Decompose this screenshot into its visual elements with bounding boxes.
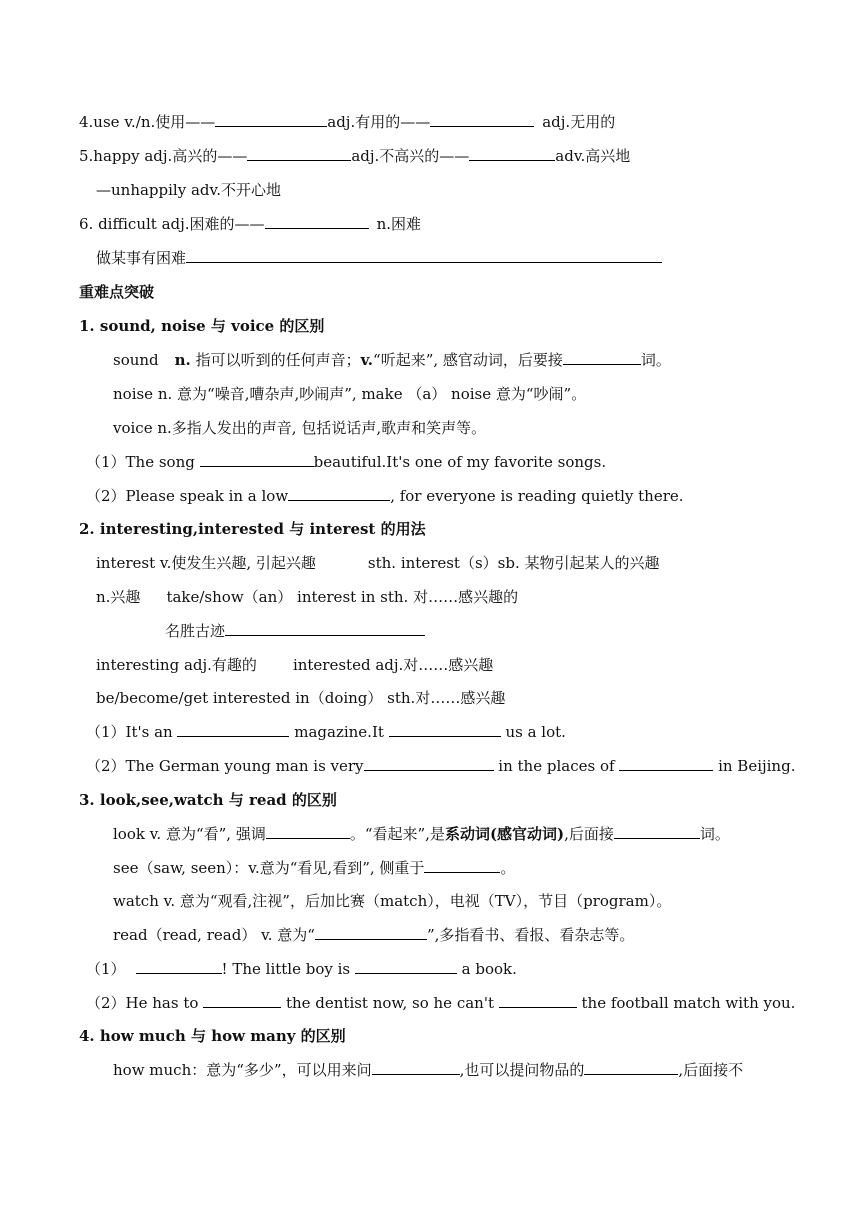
interest-verb: interest v.使发生兴趣, 引起兴趣 sth. interest（s）sb. 某物引起某人的兴趣	[96, 554, 660, 572]
places-of-interest: 名胜古迹	[165, 621, 425, 641]
watch-definition: watch v. 意为“观看,注视”，后加比赛（match），电视（TV），节目（program）。	[113, 892, 672, 910]
blank[interactable]	[265, 214, 369, 229]
section-3-title: 3. look,see,watch 与 read 的区别	[79, 791, 337, 809]
blank[interactable]	[614, 824, 700, 839]
look-definition: look v. 意为“看”, 强调 。“看起来”,是系动词(感官动词),后面接 词。	[113, 825, 730, 843]
blank[interactable]	[619, 756, 713, 771]
read-definition: read（read, read） v. 意为“ ”,多指看书、看报、看杂志等。	[113, 926, 635, 944]
sound-definition: sound n. 指可以听到的任何声音；v.“听起来”, 感官动词，后要接 词。	[113, 351, 671, 369]
blank[interactable]	[499, 993, 577, 1008]
blank[interactable]	[364, 756, 494, 771]
exercise-1-1: （1）The song beautiful.It's one of my favorite songs.	[86, 453, 607, 471]
blank[interactable]	[215, 112, 327, 127]
blank[interactable]	[355, 959, 457, 974]
interest-noun: n.兴趣 take/show（an） interest in sth. 对……感兴趣的	[96, 588, 519, 606]
exercise-3-2: （2）He has to the dentist now, so he can't the football match with you.	[86, 994, 796, 1012]
how-much-definition: how much：意为“多少”，可以用来问 ,也可以提问物品的 ,后面接不	[113, 1061, 744, 1079]
blank[interactable]	[563, 350, 641, 365]
blank[interactable]	[315, 925, 427, 940]
interesting-interested: interesting adj.有趣的 interested adj.对……感兴趣	[96, 656, 494, 674]
blank[interactable]	[469, 146, 555, 161]
blank[interactable]	[225, 621, 425, 636]
blank[interactable]	[177, 722, 289, 737]
blank[interactable]	[203, 993, 281, 1008]
word-form-happy: 5.happy adj.高兴的—— adj.不高兴的—— adv.高兴地	[79, 147, 631, 165]
blank[interactable]	[430, 112, 534, 127]
noise-definition: noise n. 意为“噪音,嘈杂声,吵闹声”, make （a） noise 意为“吵闹”。	[113, 385, 587, 403]
blank[interactable]	[424, 858, 500, 873]
blank[interactable]	[186, 248, 662, 263]
blank[interactable]	[266, 824, 350, 839]
blank[interactable]	[136, 959, 222, 974]
blank[interactable]	[389, 722, 501, 737]
blank[interactable]	[372, 1060, 460, 1075]
section-4-title: 4. how much 与 how many 的区别	[79, 1027, 346, 1045]
word-form-difficult: 6. difficult adj.困难的—— n.困难	[79, 215, 421, 233]
blank[interactable]	[584, 1060, 678, 1075]
voice-definition: voice n.多指人发出的声音, 包括说话声,歌声和笑声等。	[113, 419, 487, 437]
exercise-2-2: （2）The German young man is very in the places of in Beijing.	[86, 757, 796, 775]
phrase-difficulty: 做某事有困难	[96, 248, 662, 268]
word-form-unhappily: —unhappily adv.不开心地	[96, 181, 281, 199]
section-heading: 重难点突破	[79, 283, 155, 301]
blank[interactable]	[200, 452, 314, 467]
be-interested-in: be/become/get interested in（doing） sth.对……感兴趣	[96, 689, 506, 707]
word-form-use: 4.use v./n.使用—— adj.有用的—— adj.无用的	[79, 113, 616, 131]
exercise-1-2: （2）Please speak in a low , for everyone is reading quietly there.	[86, 487, 684, 505]
exercise-3-1: （1） ! The little boy is a book.	[86, 960, 517, 978]
section-2-title: 2. interesting,interested 与 interest 的用法	[79, 520, 426, 538]
blank[interactable]	[247, 146, 351, 161]
blank[interactable]	[288, 486, 390, 501]
section-1-title: 1. sound, noise 与 voice 的区别	[79, 317, 325, 335]
see-definition: see（saw, seen）：v.意为“看见,看到”, 侧重于 。	[113, 859, 516, 877]
exercise-2-1: （1）It's an magazine.It us a lot.	[86, 723, 566, 741]
